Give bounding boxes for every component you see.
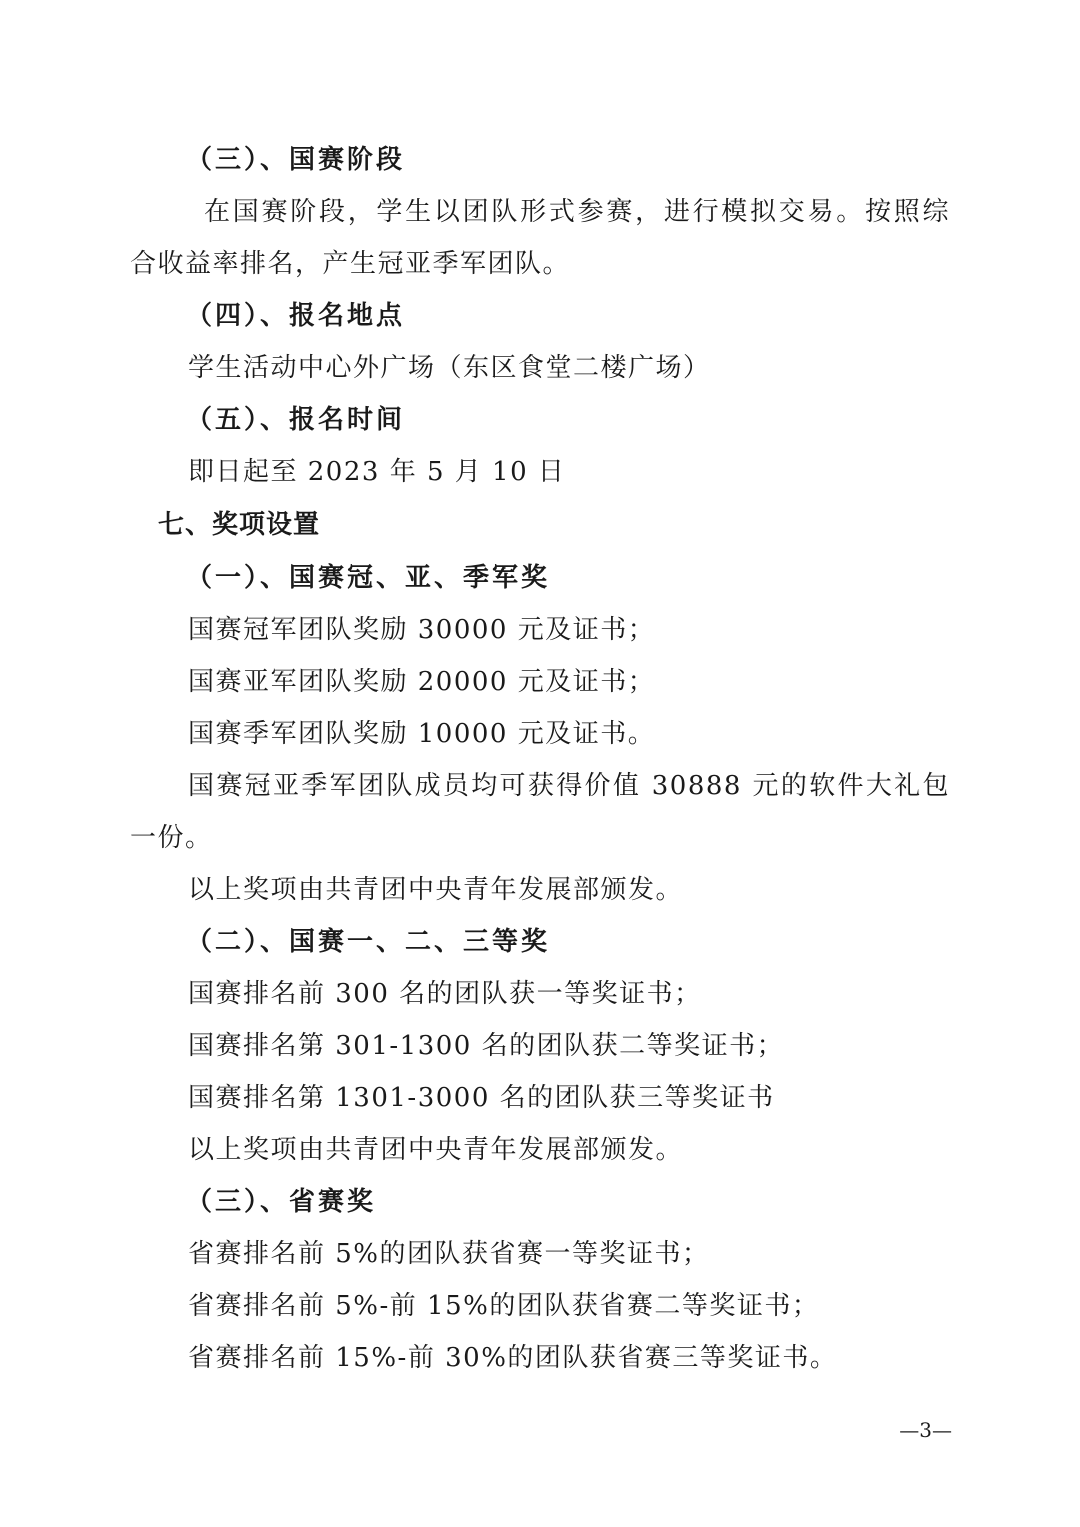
paragraph-line: 省赛排名前 15%-前 30%的团队获省赛三等奖证书。 — [188, 1343, 838, 1373]
subheading-provincial-prizes: （三）、省赛奖 — [186, 1187, 377, 1217]
paragraph-line: 在国赛阶段，学生以团队形式参赛，进行模拟交易。按照综 — [204, 197, 950, 227]
paragraph-line: 一份。 — [130, 823, 213, 853]
subheading-national-stage: （三）、国赛阶段 — [186, 145, 406, 175]
subheading-national-prizes: （二）、国赛一、二、三等奖 — [186, 927, 551, 957]
page-number: —3— — [899, 1418, 952, 1442]
paragraph-line: 国赛排名第 301-1300 名的团队获二等奖证书； — [188, 1031, 785, 1061]
paragraph-line: 学生活动中心外广场（东区食堂二楼广场） — [188, 353, 711, 383]
paragraph-line: 国赛冠军团队奖励 30000 元及证书； — [188, 615, 656, 645]
paragraph-line: 省赛排名前 5%的团队获省赛一等奖证书； — [188, 1239, 710, 1269]
paragraph-line: 省赛排名前 5%-前 15%的团队获省赛二等奖证书； — [188, 1291, 820, 1321]
paragraph-line: 以上奖项由共青团中央青年发展部颁发。 — [188, 1135, 684, 1165]
subheading-registration-time: （五）、报名时间 — [186, 405, 406, 435]
subheading-national-top-three: （一）、国赛冠、亚、季军奖 — [186, 563, 551, 593]
paragraph-line: 国赛排名第 1301-3000 名的团队获三等奖证书 — [188, 1083, 775, 1113]
paragraph-line: 国赛排名前 300 名的团队获一等奖证书； — [188, 979, 702, 1009]
section-heading-awards: 七、奖项设置 — [158, 510, 321, 540]
subheading-registration-location: （四）、报名地点 — [186, 301, 406, 331]
paragraph-line: 即日起至 2023 年 5 月 10 日 — [188, 457, 566, 487]
paragraph-line: 合收益率排名，产生冠亚季军团队。 — [130, 249, 571, 279]
paragraph-line: 国赛季军团队奖励 10000 元及证书。 — [188, 719, 656, 749]
paragraph-line: 国赛冠亚季军团队成员均可获得价值 30888 元的软件大礼包 — [188, 771, 950, 801]
paragraph-line: 以上奖项由共青团中央青年发展部颁发。 — [188, 875, 684, 905]
paragraph-line: 国赛亚军团队奖励 20000 元及证书； — [188, 667, 656, 697]
